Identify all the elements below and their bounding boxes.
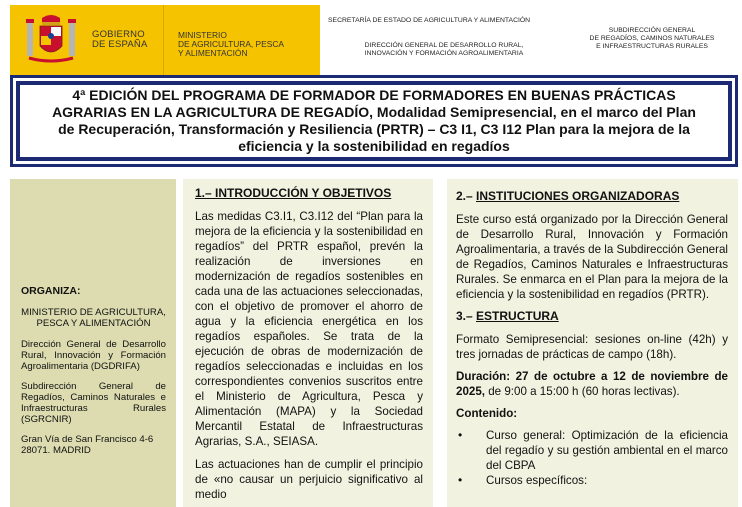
- intro-heading-num: 1.: [195, 186, 206, 200]
- title-line1: 4ª EDICIÓN DEL PROGRAMA DE FORMADOR DE FORMADORES EN BUENAS PRÁCTICAS: [72, 87, 676, 103]
- list-item: • Curso general: Optimización de la eficiencia del regadío y su gestión ambiental en el marco del CBPA: [464, 428, 728, 473]
- course-title-box: [10, 75, 738, 167]
- ministry-line3: Y ALIMENTACIÓN: [178, 48, 248, 58]
- institutions-heading-text: INSTITUCIONES ORGANIZADORAS: [476, 189, 680, 203]
- title-line3: de Recuperación, Transformación y Resiliencia (PRTR) – C3 I1, C3 I12 Plan para la mejora de la: [58, 121, 690, 137]
- direccion-line2: INNOVACIÓN Y FORMACIÓN AGROALIMENTARIA: [364, 50, 524, 57]
- content-list: [464, 428, 728, 488]
- structure-heading-text: ESTRUCTURA: [476, 309, 559, 323]
- organiza-heading: ORGANIZA:: [21, 285, 81, 297]
- spain-coat-of-arms-icon: [24, 14, 78, 66]
- institutions-paragraph: Este curso está organizado por la Dirección General de Desarrollo Rural, Innovación y Formación Agroalimentaria, a través de la Subdirección General de Regadíos, Caminos Naturales e Infraestructuras Rurales. Se enmarca en el Plan para la mejora de la eficiencia y la sostenibilidad en regadíos (PRTR).: [456, 213, 728, 301]
- intro-paragraph-2: Las actuaciones han de cumplir el principio de «no causar un perjuicio significativo al medio: [195, 458, 423, 501]
- organiza-ministry: MINISTERIO DE AGRICULTURA, PESCA Y ALIMENTACIÓN: [21, 307, 166, 329]
- organiza-address: Gran Vía de San Francisco 4-6 28071. MADRID: [21, 434, 154, 456]
- ministry-line1: MINISTERIO: [178, 30, 227, 40]
- intro-heading-text: – INTRODUCCIÓN Y OBJETIVOS: [205, 186, 392, 200]
- intro-column: [183, 179, 433, 507]
- gov-line2: DE ESPAÑA: [92, 39, 148, 50]
- intro-paragraph-1: Las medidas C3.I1, C3.I12 del “Plan para la mejora de la eficiencia y la sostenibilidad en regadíos” del PRTR español, prevén la realización de inversiones en modernización de regadíos sostenibles en cada una de las actuaciones seleccionadas, con el objetivo de promover el ahorro de agua y la eficiencia energética en los regadíos españoles. Se trata de la ejecución de obras de modernización de regadíos seleccionadas e incluidas en los correspondientes convenios suscritos entre el Ministerio de Agricultura, Pesca y Alimentación (MAPA) y la Sociedad Mercantil Estatal de Infraestructuras Agrarias, S.A., SEIASA.: [195, 210, 423, 448]
- institutions-column: [447, 179, 738, 507]
- organiza-dgdrifa: Dirección General de Desarrollo Rural, Innovación y Formación Agroalimentaria (DGDRIFA): [21, 339, 166, 372]
- structure-heading-num: 3.–: [456, 309, 473, 323]
- format-paragraph: Formato Semipresencial: sesiones on-line (42h) y tres jornadas de prácticas de campo (18h).: [456, 333, 728, 361]
- duration-paragraph: [456, 369, 728, 399]
- list-item: • Cursos específicos:: [464, 473, 728, 488]
- direccion-general-text: [328, 42, 560, 58]
- duration-hours: de 9:00 a 15:00 h (60 horas lectivas).: [485, 385, 680, 398]
- content-label: Contenido:: [456, 407, 518, 420]
- subdireccion-line1: SUBDIRECCIÓN GENERAL: [608, 27, 696, 34]
- secretaria-text: SECRETARÍA DE ESTADO DE AGRICULTURA Y ALIMENTACIÓN: [328, 17, 531, 24]
- secretaria-block: [320, 5, 738, 75]
- header-banner: [10, 5, 738, 75]
- course-title: [23, 87, 725, 155]
- subdireccion-line2: DE REGADÍOS, CAMINOS NATURALES: [589, 35, 715, 42]
- organiza-sgrcnir: Subdirección General de Regadíos, Caminos Naturales e Infraestructuras Rurales (SGRCNIR): [21, 381, 166, 425]
- institutions-heading: [456, 189, 728, 204]
- subdireccion-line3: E INFRAESTRUCTURAS RURALES: [596, 43, 708, 50]
- ministry-line2: DE AGRICULTURA, PESCA: [178, 39, 284, 49]
- intro-heading: [195, 186, 423, 201]
- organiza-sidebar: [10, 179, 176, 507]
- title-line2: AGRARIAS EN LA AGRICULTURA DE REGADÍO, Modalidad Semipresencial, en el marco del Plan: [52, 104, 696, 120]
- institutions-heading-num: 2.–: [456, 189, 473, 203]
- gov-line1: GOBIERNO: [92, 29, 145, 40]
- structure-heading: [456, 309, 728, 324]
- direccion-line1: DIRECCIÓN GENERAL DE DESARROLLO RURAL,: [364, 42, 524, 49]
- ministry-block: [163, 5, 320, 75]
- subdireccion-text: [572, 27, 732, 51]
- duration-dates: Duración: 27 de octubre a 12 de noviembre de 2025,: [456, 370, 728, 398]
- gobierno-block: [10, 5, 163, 75]
- title-line4: eficiencia y la sostenibilidad en regadíos: [238, 138, 510, 154]
